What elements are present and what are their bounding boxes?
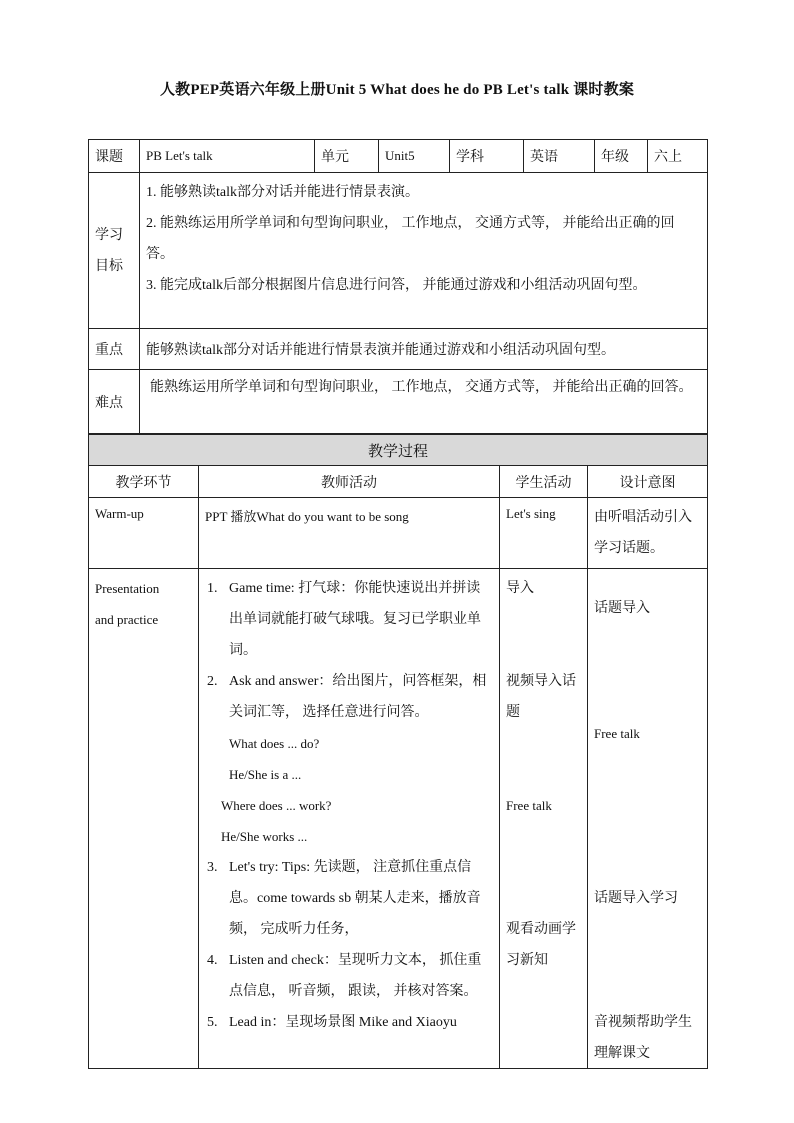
list-item: 2. Ask and answer：给出图片，问答框架，相关词汇等， 选择任意进行问答。 xyxy=(207,674,487,720)
sentence-frame: What does ... do? xyxy=(229,736,320,751)
design-intent: 音视频帮助学生理解课文 xyxy=(594,1015,692,1061)
topic-label: 课题 xyxy=(89,140,140,173)
list-item: 1. Game time: 打气球：你能快速说出并拼读出单词就能打破气球哦。复习已学职业单词。 xyxy=(207,581,481,658)
column-header: 设计意图 xyxy=(588,466,708,498)
goals-label: 学习目标 xyxy=(89,173,140,329)
difficulty-label: 难点 xyxy=(89,370,140,434)
grade-label: 年级 xyxy=(595,140,648,173)
column-header: 学生活动 xyxy=(500,466,588,498)
column-header: 教学环节 xyxy=(89,466,199,498)
grade-value: 六上 xyxy=(648,140,708,173)
design-intent: Free talk xyxy=(594,726,640,741)
presentation-stage: Presentation and practice xyxy=(89,569,199,1069)
teaching-process-table xyxy=(88,434,708,1069)
list-item: 3. Let's try: Tips: 先读题， 注意抓住重点信息。come towards sb 朝某人走来，播放音频， 完成听力任务， xyxy=(207,860,481,937)
student-activity: 导入 xyxy=(506,581,534,596)
presentation-student xyxy=(500,569,588,1069)
key-point-text: 能够熟读talk部分对话并能进行情景表演并能通过游戏和小组活动巩固句型。 xyxy=(140,329,708,370)
document-title: 人教PEP英语六年级上册Unit 5 What does he do PB Let's talk 课时教案 xyxy=(159,82,635,98)
topic-value: PB Let's talk xyxy=(140,140,315,173)
goal-item: 2. 能熟练运用所学单词和句型询问职业， 工作地点， 交通方式等， 并能给出正确的回答。 xyxy=(146,216,675,262)
subject-label: 学科 xyxy=(450,140,524,173)
student-activity: Free talk xyxy=(506,798,552,813)
design-intent: 话题导入学习 xyxy=(594,891,678,906)
lesson-info-table xyxy=(88,139,708,434)
goals-content xyxy=(140,173,708,329)
sentence-frame: He/She works ... xyxy=(221,829,308,844)
sentence-frame: He/She is a ... xyxy=(229,767,302,782)
unit-value: Unit5 xyxy=(379,140,450,173)
warmup-student: Let's sing xyxy=(500,498,588,569)
warmup-stage: Warm-up xyxy=(89,498,199,569)
presentation-teacher xyxy=(199,569,500,1069)
goal-item: 3. 能完成talk后部分根据图片信息进行问答， 并能通过游戏和小组活动巩固句型。 xyxy=(146,278,647,293)
sentence-frame: Where does ... work? xyxy=(221,798,332,813)
student-activity: 视频导入话题 xyxy=(506,674,576,720)
difficulty-text: 能熟练运用所学单词和句型询问职业， 工作地点， 交通方式等， 并能给出正确的回答。 xyxy=(140,370,708,434)
column-header: 教师活动 xyxy=(199,466,500,498)
presentation-intent xyxy=(588,569,708,1069)
process-header: 教学过程 xyxy=(89,435,708,466)
key-point-label: 重点 xyxy=(89,329,140,370)
design-intent: 话题导入 xyxy=(594,601,650,616)
goal-item: 1. 能够熟读talk部分对话并能进行情景表演。 xyxy=(146,185,419,200)
subject-value: 英语 xyxy=(524,140,595,173)
warmup-intent: 由听唱活动引入学习话题。 xyxy=(588,498,708,569)
list-item: 4. Listen and check：呈现听力文本， 抓住重点信息， 听音频， 跟读， 并核对答案。 xyxy=(207,953,482,999)
warmup-teacher: PPT 播放What do you want to be song xyxy=(199,498,500,569)
unit-label: 单元 xyxy=(315,140,379,173)
student-activity: 观看动画学习新知 xyxy=(506,922,576,968)
list-item: 5. Lead in：呈现场景图 Mike and Xiaoyu xyxy=(207,1015,457,1030)
